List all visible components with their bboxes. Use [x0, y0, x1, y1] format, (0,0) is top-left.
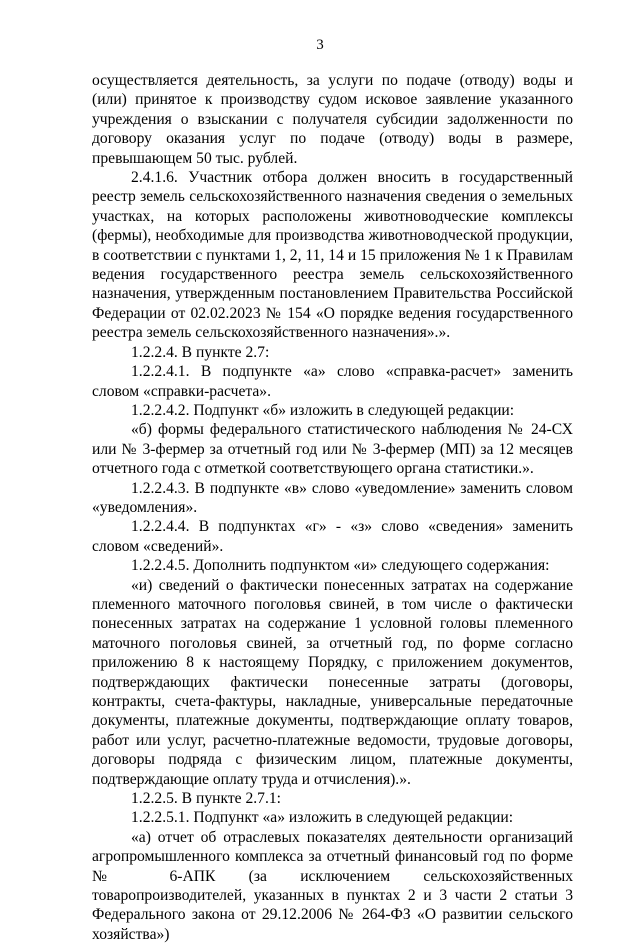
paragraph-subpoint-i: «и) сведений о фактически понесенных затратах на содержание племенного маточного поголовья свиней, в том числе о фактически понесенных затратах на содержание 1 условной головы племенного маточного поголовья свиней, за отчетный год, по форме согласно приложению 8 к настоящему Порядку, с приложением документов, подтверждающих фактически понесенные затраты (договоры, контракты, счета-фактуры, накладные, универсальные передаточные документы, платежные документы, подтверждающие оплату товаров, работ или услуг, расчетно-платежные ведомости, трудовые договоры, договоры подряда с физическим лицом, платежные документы, подтверждающие оплату труда и отчисления).».: [92, 576, 573, 788]
paragraph-1-2-2-4-3: 1.2.2.4.3. В подпункте «в» слово «уведомление» заменить словом «уведомления».: [92, 479, 573, 516]
paragraph-subpoint-b: «б) формы федерального статистического наблюдения № 24-СХ или № 3-фермер за отчетный год или № 3-фермер (МП) за 12 месяцев отчетного года с отметкой соответствующего органа статистики.».: [92, 421, 573, 478]
paragraph-1-2-2-4-1: 1.2.2.4.1. В подпункте «а» слово «справка-расчет» заменить словом «справки-расчета».: [92, 363, 573, 400]
page-number: 3: [316, 37, 324, 53]
paragraph-continuation: осуществляется деятельность, за услуги по подаче (отводу) воды и (или) принятое к производству судом исковое заявление указанного учреждения о взыскании с получателя субсидии задолженности по договору оказания услуг по подаче (отводу) воды в размере, превышающем 50 тыс. рублей.: [92, 72, 573, 167]
paragraph-1-2-2-5-1: 1.2.2.5.1. Подпункт «а» изложить в следующей редакции:: [131, 809, 514, 827]
paragraph-1-2-2-5: 1.2.2.5. В пункте 2.7.1:: [131, 790, 281, 808]
paragraph-subpoint-a: «а) отчет об отраслевых показателях деятельности организаций агропромышленного комплекса за отчетный финансовый год по форме № 6-АПК (за исключением сельскохозяйственных товаропроизводителей, указанных в пунктах 2 и 3 части 2 статьи 3 Федерального закона от 29.12.2006 № 264-ФЗ «О развитии сельского хозяйства»): [92, 828, 573, 943]
paragraph-1-2-2-4-5: 1.2.2.4.5. Дополнить подпунктом «и» следующего содержания:: [131, 557, 550, 575]
paragraph-1-2-2-4-4: 1.2.2.4.4. В подпунктах «г» - «з» слово «сведения» заменить словом «сведений».: [92, 518, 573, 555]
paragraph-2-4-1-6: 2.4.1.6. Участник отбора должен вносить в государственный реестр земель сельскохозяйственного назначения сведения о земельных участках, на которых расположены животноводческие комплексы (фермы), необходимые для производства животноводческой продукции, в соответствии с пунктами 1, 2, 11, 14 и 15 приложения № 1 к Правилам ведения государственного реестра земель сельскохозяйственного назначения, утвержденным постановлением Правительства Российской Федерации от 02.02.2023 № 154 «О порядке ведения государственного реестра земель сельскохозяйственного назначения».».: [92, 169, 573, 342]
document-body: [92, 71, 573, 944]
paragraph-1-2-2-4: 1.2.2.4. В пункте 2.7:: [131, 343, 270, 361]
paragraph-1-2-2-4-2: 1.2.2.4.2. Подпункт «б» изложить в следующей редакции:: [131, 401, 515, 419]
